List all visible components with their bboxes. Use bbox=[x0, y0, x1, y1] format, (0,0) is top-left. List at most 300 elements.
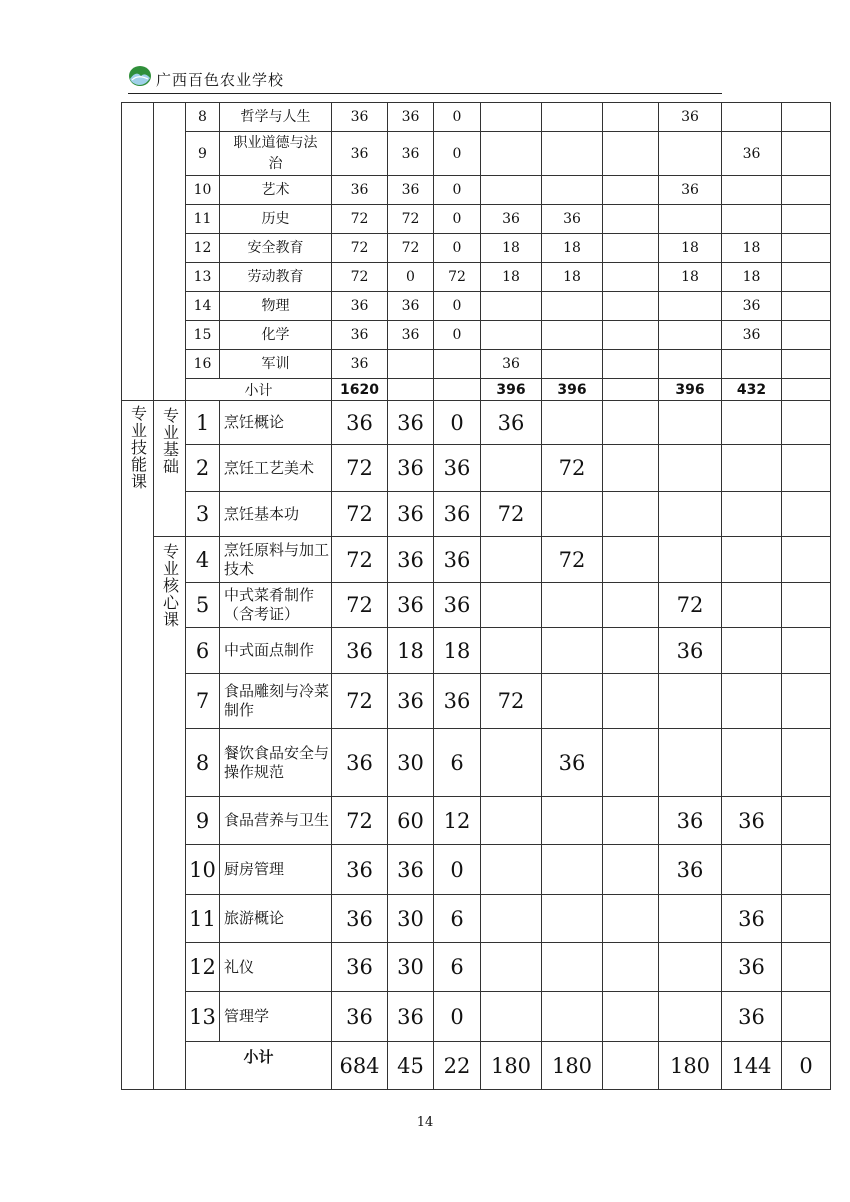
row-semester-6 bbox=[782, 176, 831, 205]
row-semester-4 bbox=[659, 292, 722, 321]
row-theory-hours: 60 bbox=[388, 797, 434, 845]
row-semester-5: 18 bbox=[722, 263, 782, 292]
course-hours-table bbox=[121, 102, 831, 1090]
row-semester-6 bbox=[782, 895, 831, 943]
row-semester-3 bbox=[603, 797, 659, 845]
row-semester-4 bbox=[659, 321, 722, 350]
section-professional-skills-label: 专业技能课 bbox=[128, 405, 148, 490]
row-semester-6 bbox=[782, 445, 831, 492]
row-semester-5 bbox=[722, 401, 782, 445]
row-total-hours: 72 bbox=[332, 537, 388, 583]
row-semester-1 bbox=[481, 132, 542, 176]
subtotal-row-total-hours: 684 bbox=[332, 1042, 388, 1090]
table-row bbox=[122, 895, 831, 943]
row-semester-5: 36 bbox=[722, 132, 782, 176]
section-foundation-label: 专业基础 bbox=[160, 407, 180, 475]
row-semester-6 bbox=[782, 992, 831, 1042]
row-semester-6 bbox=[782, 845, 831, 895]
subtotal-row-semester-2: 180 bbox=[542, 1042, 603, 1090]
table-row bbox=[122, 729, 831, 797]
row-semester-1 bbox=[481, 321, 542, 350]
row-semester-2: 72 bbox=[542, 445, 603, 492]
table-row bbox=[122, 943, 831, 992]
row-practice-hours: 0 bbox=[434, 292, 481, 321]
table-row bbox=[122, 401, 831, 445]
row-semester-1 bbox=[481, 292, 542, 321]
course-name: 劳动教育 bbox=[220, 263, 332, 292]
course-number: 2 bbox=[186, 445, 220, 492]
row-semester-3 bbox=[603, 537, 659, 583]
row-semester-4 bbox=[659, 537, 722, 583]
row-semester-3 bbox=[603, 895, 659, 943]
row-practice-hours: 0 bbox=[434, 205, 481, 234]
row-practice-hours: 0 bbox=[434, 845, 481, 895]
row-semester-2: 72 bbox=[542, 537, 603, 583]
row-semester-4: 36 bbox=[659, 176, 722, 205]
row-total-hours: 36 bbox=[332, 350, 388, 379]
row-practice-hours: 36 bbox=[434, 537, 481, 583]
course-number: 7 bbox=[186, 674, 220, 729]
subtotal-row-theory-hours bbox=[388, 379, 434, 401]
row-semester-4: 18 bbox=[659, 263, 722, 292]
row-total-hours: 36 bbox=[332, 992, 388, 1042]
row-semester-3 bbox=[603, 845, 659, 895]
row-semester-6 bbox=[782, 943, 831, 992]
row-total-hours: 36 bbox=[332, 103, 388, 132]
course-number: 12 bbox=[186, 943, 220, 992]
row-semester-6 bbox=[782, 537, 831, 583]
row-semester-3 bbox=[603, 583, 659, 628]
row-semester-3 bbox=[603, 103, 659, 132]
row-practice-hours bbox=[434, 350, 481, 379]
course-name: 餐饮食品安全与操作规范 bbox=[220, 729, 332, 797]
row-semester-6 bbox=[782, 292, 831, 321]
row-practice-hours: 0 bbox=[434, 132, 481, 176]
row-semester-1: 36 bbox=[481, 350, 542, 379]
row-practice-hours: 36 bbox=[434, 492, 481, 537]
row-theory-hours: 36 bbox=[388, 674, 434, 729]
row-semester-6 bbox=[782, 205, 831, 234]
row-semester-2 bbox=[542, 492, 603, 537]
row-semester-3 bbox=[603, 943, 659, 992]
course-number: 13 bbox=[186, 263, 220, 292]
course-name: 哲学与人生 bbox=[220, 103, 332, 132]
row-semester-5 bbox=[722, 674, 782, 729]
row-theory-hours: 36 bbox=[388, 103, 434, 132]
row-semester-3 bbox=[603, 445, 659, 492]
row-semester-4: 36 bbox=[659, 103, 722, 132]
row-practice-hours: 0 bbox=[434, 321, 481, 350]
row-practice-hours: 0 bbox=[434, 176, 481, 205]
row-total-hours: 72 bbox=[332, 205, 388, 234]
row-semester-3 bbox=[603, 674, 659, 729]
course-name: 管理学 bbox=[220, 992, 332, 1042]
row-semester-4 bbox=[659, 674, 722, 729]
section-professional-skills bbox=[122, 401, 154, 1090]
row-semester-1: 36 bbox=[481, 205, 542, 234]
subtotal-label: 小计 bbox=[186, 379, 332, 401]
row-semester-4 bbox=[659, 205, 722, 234]
course-number: 11 bbox=[186, 205, 220, 234]
row-semester-4 bbox=[659, 350, 722, 379]
row-practice-hours: 0 bbox=[434, 401, 481, 445]
row-semester-2: 18 bbox=[542, 263, 603, 292]
row-semester-5 bbox=[722, 205, 782, 234]
row-semester-5 bbox=[722, 492, 782, 537]
course-name: 烹饪概论 bbox=[220, 401, 332, 445]
course-number: 8 bbox=[186, 729, 220, 797]
row-semester-5: 18 bbox=[722, 234, 782, 263]
table-row bbox=[122, 537, 831, 583]
header-divider bbox=[128, 93, 722, 94]
row-total-hours: 36 bbox=[332, 176, 388, 205]
row-semester-3 bbox=[603, 176, 659, 205]
course-number: 8 bbox=[186, 103, 220, 132]
row-semester-2 bbox=[542, 132, 603, 176]
row-semester-1 bbox=[481, 103, 542, 132]
course-number: 13 bbox=[186, 992, 220, 1042]
course-name: 烹饪原料与加工技术 bbox=[220, 537, 332, 583]
row-total-hours: 72 bbox=[332, 234, 388, 263]
table-row bbox=[122, 103, 831, 132]
row-semester-4 bbox=[659, 729, 722, 797]
row-practice-hours: 6 bbox=[434, 943, 481, 992]
row-semester-5: 36 bbox=[722, 321, 782, 350]
table-row bbox=[122, 583, 831, 628]
row-theory-hours: 0 bbox=[388, 263, 434, 292]
row-theory-hours: 36 bbox=[388, 132, 434, 176]
subtotal-row-semester-1: 396 bbox=[481, 379, 542, 401]
row-total-hours: 36 bbox=[332, 845, 388, 895]
row-semester-6 bbox=[782, 729, 831, 797]
course-name: 安全教育 bbox=[220, 234, 332, 263]
course-number: 11 bbox=[186, 895, 220, 943]
row-total-hours: 36 bbox=[332, 321, 388, 350]
row-semester-2 bbox=[542, 992, 603, 1042]
row-practice-hours: 36 bbox=[434, 674, 481, 729]
row-semester-2: 18 bbox=[542, 234, 603, 263]
row-practice-hours: 72 bbox=[434, 263, 481, 292]
course-number: 10 bbox=[186, 176, 220, 205]
table-row bbox=[122, 132, 831, 176]
table-row bbox=[122, 492, 831, 537]
row-semester-1 bbox=[481, 943, 542, 992]
course-number: 14 bbox=[186, 292, 220, 321]
table-row bbox=[122, 445, 831, 492]
table-row bbox=[122, 379, 831, 401]
row-practice-hours: 36 bbox=[434, 583, 481, 628]
row-practice-hours: 0 bbox=[434, 234, 481, 263]
course-name: 中式面点制作 bbox=[220, 628, 332, 674]
course-number: 1 bbox=[186, 401, 220, 445]
row-practice-hours: 12 bbox=[434, 797, 481, 845]
row-total-hours: 72 bbox=[332, 445, 388, 492]
row-practice-hours: 0 bbox=[434, 103, 481, 132]
row-semester-1 bbox=[481, 729, 542, 797]
row-practice-hours: 18 bbox=[434, 628, 481, 674]
course-name: 烹饪基本功 bbox=[220, 492, 332, 537]
course-name: 厨房管理 bbox=[220, 845, 332, 895]
course-name: 历史 bbox=[220, 205, 332, 234]
row-semester-5 bbox=[722, 176, 782, 205]
course-name: 艺术 bbox=[220, 176, 332, 205]
row-theory-hours: 36 bbox=[388, 845, 434, 895]
table-row bbox=[122, 234, 831, 263]
course-name: 食品雕刻与冷菜制作 bbox=[220, 674, 332, 729]
subtotal-row-semester-4: 180 bbox=[659, 1042, 722, 1090]
page-number: 14 bbox=[416, 1115, 434, 1130]
row-semester-6 bbox=[782, 674, 831, 729]
row-theory-hours: 36 bbox=[388, 401, 434, 445]
row-total-hours: 36 bbox=[332, 729, 388, 797]
table-row bbox=[122, 845, 831, 895]
course-number: 16 bbox=[186, 350, 220, 379]
row-semester-1 bbox=[481, 176, 542, 205]
row-semester-3 bbox=[603, 321, 659, 350]
course-number: 3 bbox=[186, 492, 220, 537]
row-semester-2 bbox=[542, 943, 603, 992]
row-total-hours: 72 bbox=[332, 674, 388, 729]
row-semester-4: 18 bbox=[659, 234, 722, 263]
row-theory-hours: 72 bbox=[388, 234, 434, 263]
course-name: 旅游概论 bbox=[220, 895, 332, 943]
row-total-hours: 36 bbox=[332, 132, 388, 176]
row-semester-1 bbox=[481, 845, 542, 895]
row-theory-hours: 72 bbox=[388, 205, 434, 234]
row-semester-2 bbox=[542, 103, 603, 132]
section-core-label: 专业核心课 bbox=[160, 543, 180, 628]
row-semester-2: 36 bbox=[542, 729, 603, 797]
row-semester-2 bbox=[542, 176, 603, 205]
subtotal-row-semester-3 bbox=[603, 1042, 659, 1090]
row-semester-4 bbox=[659, 492, 722, 537]
row-semester-2 bbox=[542, 583, 603, 628]
table-row bbox=[122, 263, 831, 292]
course-name: 化学 bbox=[220, 321, 332, 350]
subtotal-row-semester-3 bbox=[603, 379, 659, 401]
row-theory-hours: 36 bbox=[388, 537, 434, 583]
row-semester-5: 36 bbox=[722, 943, 782, 992]
row-semester-4 bbox=[659, 895, 722, 943]
row-practice-hours: 6 bbox=[434, 729, 481, 797]
row-semester-3 bbox=[603, 992, 659, 1042]
row-theory-hours: 36 bbox=[388, 176, 434, 205]
row-theory-hours: 36 bbox=[388, 583, 434, 628]
row-semester-4 bbox=[659, 992, 722, 1042]
leaf-mountain-logo-icon bbox=[128, 64, 152, 88]
section-core bbox=[154, 537, 186, 1090]
course-number: 4 bbox=[186, 537, 220, 583]
row-semester-4 bbox=[659, 401, 722, 445]
course-number: 15 bbox=[186, 321, 220, 350]
subtotal-row-semester-4: 396 bbox=[659, 379, 722, 401]
row-semester-6 bbox=[782, 492, 831, 537]
row-semester-3 bbox=[603, 350, 659, 379]
row-semester-1 bbox=[481, 583, 542, 628]
table-row bbox=[122, 321, 831, 350]
row-semester-5 bbox=[722, 583, 782, 628]
course-name: 职业道德与法治 bbox=[220, 132, 332, 176]
school-name: 广西百色农业学校 bbox=[156, 71, 285, 89]
subtotal-label: 小计 bbox=[186, 1042, 332, 1090]
subcategory-blank-cell bbox=[154, 103, 186, 401]
row-semester-6 bbox=[782, 103, 831, 132]
row-semester-1: 18 bbox=[481, 234, 542, 263]
table-row bbox=[122, 797, 831, 845]
row-semester-4: 36 bbox=[659, 797, 722, 845]
row-practice-hours: 0 bbox=[434, 992, 481, 1042]
row-theory-hours: 36 bbox=[388, 445, 434, 492]
row-semester-1 bbox=[481, 537, 542, 583]
table-row bbox=[122, 205, 831, 234]
row-semester-2 bbox=[542, 674, 603, 729]
row-semester-6 bbox=[782, 234, 831, 263]
row-semester-2 bbox=[542, 321, 603, 350]
row-semester-3 bbox=[603, 234, 659, 263]
row-semester-1: 72 bbox=[481, 674, 542, 729]
course-number: 5 bbox=[186, 583, 220, 628]
row-semester-1 bbox=[481, 628, 542, 674]
row-semester-1 bbox=[481, 992, 542, 1042]
course-number: 10 bbox=[186, 845, 220, 895]
course-number: 12 bbox=[186, 234, 220, 263]
course-number: 9 bbox=[186, 797, 220, 845]
row-semester-6 bbox=[782, 401, 831, 445]
row-semester-2 bbox=[542, 845, 603, 895]
course-name: 物理 bbox=[220, 292, 332, 321]
course-name: 礼仪 bbox=[220, 943, 332, 992]
row-semester-3 bbox=[603, 263, 659, 292]
row-practice-hours: 36 bbox=[434, 445, 481, 492]
row-semester-4 bbox=[659, 132, 722, 176]
subtotal-row-practice-hours bbox=[434, 379, 481, 401]
row-semester-5 bbox=[722, 729, 782, 797]
row-semester-5 bbox=[722, 103, 782, 132]
row-theory-hours: 36 bbox=[388, 292, 434, 321]
row-semester-4: 36 bbox=[659, 845, 722, 895]
course-name: 烹饪工艺美术 bbox=[220, 445, 332, 492]
row-total-hours: 36 bbox=[332, 292, 388, 321]
row-semester-2 bbox=[542, 292, 603, 321]
row-semester-1 bbox=[481, 445, 542, 492]
row-semester-5: 36 bbox=[722, 797, 782, 845]
table-row bbox=[122, 628, 831, 674]
subtotal-row-semester-2: 396 bbox=[542, 379, 603, 401]
row-total-hours: 36 bbox=[332, 628, 388, 674]
row-semester-6 bbox=[782, 628, 831, 674]
row-total-hours: 36 bbox=[332, 895, 388, 943]
row-semester-2 bbox=[542, 350, 603, 379]
row-theory-hours: 36 bbox=[388, 492, 434, 537]
row-theory-hours: 36 bbox=[388, 992, 434, 1042]
subtotal-row-semester-5: 432 bbox=[722, 379, 782, 401]
row-semester-3 bbox=[603, 292, 659, 321]
table-row bbox=[122, 674, 831, 729]
row-total-hours: 72 bbox=[332, 583, 388, 628]
subtotal-row-practice-hours: 22 bbox=[434, 1042, 481, 1090]
table-row bbox=[122, 350, 831, 379]
subtotal-row-semester-1: 180 bbox=[481, 1042, 542, 1090]
row-semester-4 bbox=[659, 445, 722, 492]
row-theory-hours: 30 bbox=[388, 943, 434, 992]
course-number: 9 bbox=[186, 132, 220, 176]
row-practice-hours: 6 bbox=[434, 895, 481, 943]
row-semester-3 bbox=[603, 628, 659, 674]
row-semester-2 bbox=[542, 401, 603, 445]
row-semester-1 bbox=[481, 895, 542, 943]
row-semester-3 bbox=[603, 492, 659, 537]
row-semester-3 bbox=[603, 132, 659, 176]
row-theory-hours bbox=[388, 350, 434, 379]
row-semester-5 bbox=[722, 445, 782, 492]
row-semester-5 bbox=[722, 845, 782, 895]
row-semester-6 bbox=[782, 797, 831, 845]
subtotal-row-total-hours: 1620 bbox=[332, 379, 388, 401]
subtotal-row-semester-5: 144 bbox=[722, 1042, 782, 1090]
row-total-hours: 36 bbox=[332, 401, 388, 445]
row-semester-5 bbox=[722, 537, 782, 583]
section-foundation bbox=[154, 401, 186, 537]
row-semester-4: 36 bbox=[659, 628, 722, 674]
row-total-hours: 36 bbox=[332, 943, 388, 992]
page-header bbox=[128, 60, 722, 94]
row-semester-1: 36 bbox=[481, 401, 542, 445]
course-name: 中式菜肴制作（含考证） bbox=[220, 583, 332, 628]
row-theory-hours: 30 bbox=[388, 895, 434, 943]
row-semester-5 bbox=[722, 350, 782, 379]
row-semester-2 bbox=[542, 895, 603, 943]
row-semester-2 bbox=[542, 797, 603, 845]
table-row bbox=[122, 176, 831, 205]
row-theory-hours: 36 bbox=[388, 321, 434, 350]
row-semester-5: 36 bbox=[722, 992, 782, 1042]
row-semester-1: 72 bbox=[481, 492, 542, 537]
row-semester-5: 36 bbox=[722, 292, 782, 321]
row-semester-3 bbox=[603, 401, 659, 445]
subtotal-row-theory-hours: 45 bbox=[388, 1042, 434, 1090]
category-blank-cell bbox=[122, 103, 154, 401]
course-name: 军训 bbox=[220, 350, 332, 379]
row-semester-6 bbox=[782, 132, 831, 176]
row-semester-2: 36 bbox=[542, 205, 603, 234]
table-row bbox=[122, 992, 831, 1042]
row-semester-6 bbox=[782, 263, 831, 292]
table-row bbox=[122, 1042, 831, 1090]
row-total-hours: 72 bbox=[332, 797, 388, 845]
course-number: 6 bbox=[186, 628, 220, 674]
subtotal-row-semester-6 bbox=[782, 379, 831, 401]
row-semester-4 bbox=[659, 943, 722, 992]
row-semester-6 bbox=[782, 583, 831, 628]
subtotal-row-semester-6: 0 bbox=[782, 1042, 831, 1090]
row-semester-3 bbox=[603, 729, 659, 797]
row-semester-5: 36 bbox=[722, 895, 782, 943]
row-total-hours: 72 bbox=[332, 492, 388, 537]
row-semester-1 bbox=[481, 797, 542, 845]
row-semester-6 bbox=[782, 321, 831, 350]
row-semester-1: 18 bbox=[481, 263, 542, 292]
row-theory-hours: 18 bbox=[388, 628, 434, 674]
row-total-hours: 72 bbox=[332, 263, 388, 292]
row-semester-4: 72 bbox=[659, 583, 722, 628]
row-semester-6 bbox=[782, 350, 831, 379]
course-name: 食品营养与卫生 bbox=[220, 797, 332, 845]
row-semester-3 bbox=[603, 205, 659, 234]
row-semester-5 bbox=[722, 628, 782, 674]
row-theory-hours: 30 bbox=[388, 729, 434, 797]
table-row bbox=[122, 292, 831, 321]
row-semester-2 bbox=[542, 628, 603, 674]
